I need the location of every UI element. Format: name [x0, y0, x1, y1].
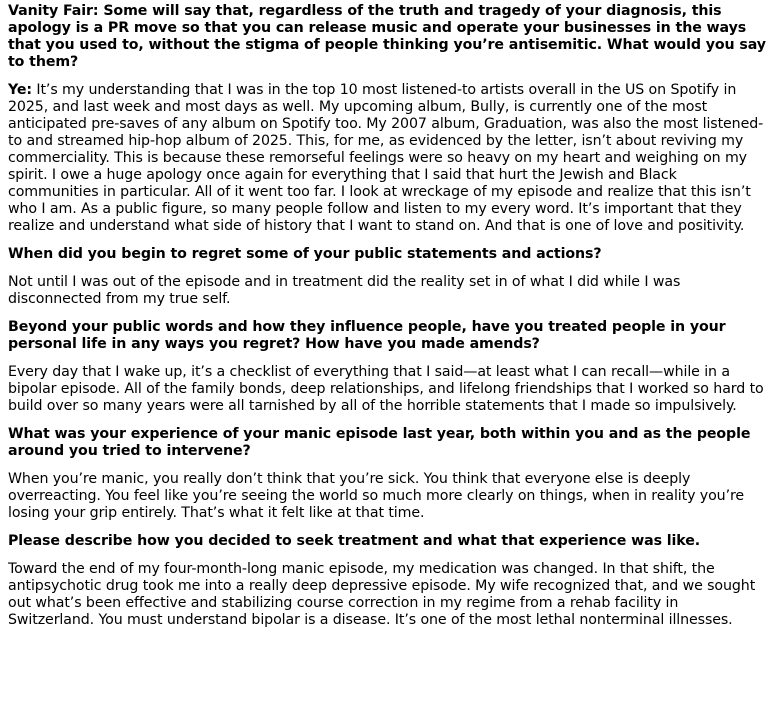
answer-5: Toward the end of my four-month-long manic episode, my medication was changed. In that shift, the antipsychotic drug took me into a really deep depressive episode. My wife recognized that, and we sought out what’s been effective and stabilizing course correction in my regime from a rehab facility in Switzerland. You must understand bipolar is a disease. It’s one of the most lethal nonterminal illnesses. — [8, 561, 756, 628]
answer-2: Not until I was out of the episode and in treatment did the reality set in of what I did while I was disconnected from my true self. — [8, 274, 681, 307]
answer-3: Every day that I wake up, it’s a checklist of everything that I said—at least what I can recall—while in a bipolar episode. All of the family bonds, deep relationships, and lifelong friendships that I worked so hard to build over so many years were all tarnished by all of the horrible statements that I made so impulsively. — [8, 364, 764, 414]
speaker-label: Ye: — [8, 82, 32, 98]
answer-1-text: It’s my understanding that I was in the top 10 most listened-to artists overall in the US on Spotify in 2025, and last week and most days as well. My upcoming album, Bully, is currently one of the most anticipated pre-saves of any album on Spotify too. My 2007 album, Graduation, was also the most listened-to and streamed hip-hop album of 2025. This, for me, as evidenced by the letter, isn’t about reviving my commerciality. This is because these remorseful feelings were so heavy on my heart and weighing on my spirit. I owe a huge apology once again for everything that I said that hurt the Jewish and Black communities in particular. All of it went too far. I look at wreckage of my episode and realize that this isn’t who I am. As a public figure, so many people follow and listen to my every word. It’s important that they realize and understand what side of history that I want to stand on. And that is one of love and positivity. — [8, 82, 764, 234]
answer-1 — [8, 82, 768, 235]
interview-document — [8, 3, 768, 640]
question-1: Vanity Fair: Some will say that, regardless of the truth and tragedy of your diagnosis, this apology is a PR move so that you can release music and operate your businesses in the ways that you used to, without the stigma of people thinking you’re antisemitic. What would you say to them? — [8, 3, 766, 70]
question-4: What was your experience of your manic episode last year, both within you and as the people around you tried to intervene? — [8, 426, 751, 459]
question-5: Please describe how you decided to seek treatment and what that experience was like. — [8, 533, 701, 549]
question-3: Beyond your public words and how they influence people, have you treated people in your personal life in any ways you regret? How have you made amends? — [8, 319, 726, 352]
question-2: When did you begin to regret some of your public statements and actions? — [8, 246, 602, 262]
answer-4: When you’re manic, you really don’t think that you’re sick. You think that everyone else is deeply overreacting. You feel like you’re seeing the world so much more clearly on things, when in reality you’re losing your grip entirely. That’s what it felt like at that time. — [8, 471, 745, 521]
